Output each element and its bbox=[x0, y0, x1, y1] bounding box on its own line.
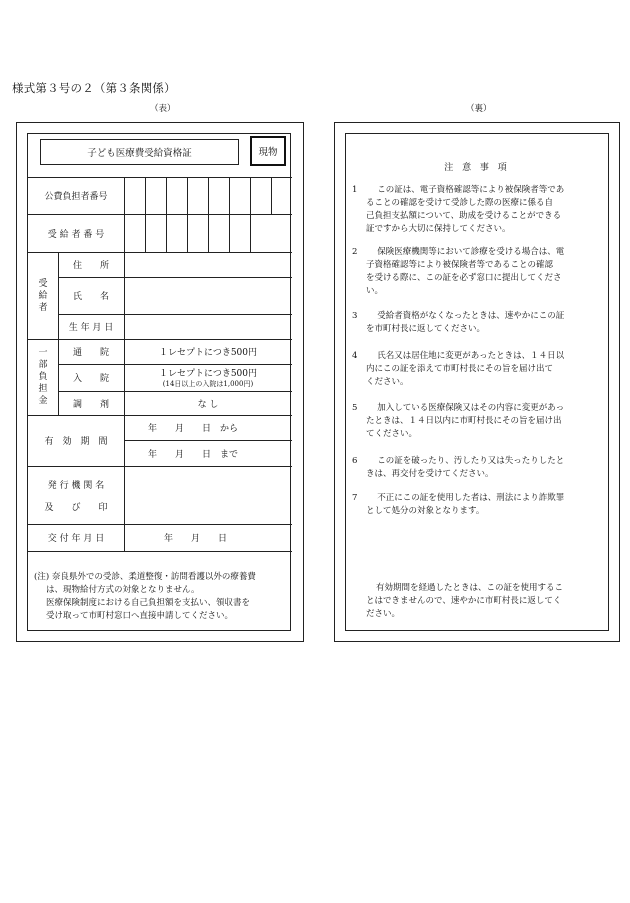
notice-item-2: 2 保険医療機関等において診療を受ける場合は、電 子資格確認等により被保険者等であることの確認 を受ける際に、この証を必ず窓口に提出してくださ い。 bbox=[352, 247, 565, 296]
final-notice: 有効期間を経過したときは、この証を使用するこ とはできませんので、速やかに市町村長に返してく ださい。 bbox=[366, 583, 564, 619]
back-label: （裏） bbox=[466, 104, 492, 114]
issuer-label-line1: 発 行 機 関 名 bbox=[47, 480, 105, 491]
copay-group-label: 一 部 負 担 金 bbox=[38, 348, 48, 406]
inpatient-note: (14日以上の入院は1,000円) bbox=[162, 380, 254, 388]
payer-number-label: 公費負担者番号 bbox=[44, 192, 108, 202]
notice-num: 1 bbox=[352, 185, 358, 195]
notice-item-5: 5 加入している医療保険又はその内容に変更があっ たときは、１４日以内に市町村長にその旨を届け出 てください。 bbox=[352, 403, 565, 439]
issuer-label-line2: 及 び 印 bbox=[44, 502, 108, 513]
notice-num: 4 bbox=[352, 351, 358, 361]
back-card bbox=[345, 133, 609, 631]
front-panel bbox=[16, 122, 304, 642]
notice-item-6: 6 この証を破ったり、汚したり又は失ったりしたと きは、再交付を受けてください。 bbox=[352, 456, 565, 479]
notice-item-7: 7 不正にこの証を使用した者は、刑法により詐欺罪 として処分の対象となります。 bbox=[352, 493, 565, 516]
validity-label: 有 効 期 間 bbox=[44, 437, 108, 447]
address-label: 住 所 bbox=[72, 261, 109, 271]
inpatient-value: １レセプトにつき500円 bbox=[159, 368, 257, 379]
recipient-number-label: 受 給 者 番 号 bbox=[47, 229, 105, 240]
back-panel bbox=[334, 122, 620, 642]
issue-date-label: 交 付 年 月 日 bbox=[47, 534, 105, 544]
validity-to: 年 月 日 まで bbox=[148, 449, 239, 460]
birthdate-label: 生 年 月 日 bbox=[68, 323, 114, 333]
outpatient-label: 通 院 bbox=[72, 348, 109, 358]
note-line: は、現物給付方式の対象となりません。 bbox=[46, 585, 200, 595]
card-title: 子ども医療費受給資格証 bbox=[40, 139, 239, 165]
notice-item-1: 1 この証は、電子資格確認等により被保険者等であ ることの確認を受けて受診した際の医療に係る自 己負担支払額について、助成を受けることができる 証ですから大切に保持してください。 bbox=[352, 185, 565, 234]
note-line: (注) 奈良県外での受診、柔道整復・訪問看護以外の療養費 bbox=[34, 572, 256, 582]
validity-from: 年 月 日 から bbox=[148, 424, 239, 434]
dispensing-label: 調 剤 bbox=[72, 399, 109, 410]
note-line: 医療保険制度における自己負担額を支払い、領収書を bbox=[46, 598, 251, 608]
notice-num: 7 bbox=[352, 493, 358, 503]
outpatient-value: １レセプトにつき500円 bbox=[159, 348, 257, 358]
notice-num: 2 bbox=[352, 247, 358, 257]
notice-num: 3 bbox=[352, 311, 358, 321]
front-label: （表） bbox=[150, 104, 176, 114]
genbutsu-box: 現物 bbox=[250, 136, 286, 166]
recipient-group-label: 受 給 者 bbox=[38, 278, 48, 313]
front-card bbox=[27, 133, 291, 631]
page-title: 様式第３号の２（第３条関係） bbox=[12, 81, 176, 95]
dispensing-value: な し bbox=[197, 399, 219, 410]
notice-num: 6 bbox=[352, 456, 358, 466]
issue-date-value: 年 月 日 bbox=[164, 534, 228, 544]
front-note bbox=[34, 571, 288, 623]
notice-item-4: 4 氏名又は居住地に変更があったときは、１４日以 内にこの証を添えて市町村長にその旨を届け出て ください。 bbox=[352, 351, 565, 387]
inpatient-label: 入 院 bbox=[72, 374, 109, 384]
name-label: 氏 名 bbox=[72, 292, 109, 302]
note-line: 受け取って市町村窓口へ直接申請してください。 bbox=[46, 611, 234, 621]
notice-num: 5 bbox=[352, 403, 358, 413]
back-title: 注 意 事 項 bbox=[444, 163, 510, 173]
notice-item-3: 3 受給者資格がなくなったときは、速やかにこの証 を市町村長に返してください。 bbox=[352, 311, 565, 334]
